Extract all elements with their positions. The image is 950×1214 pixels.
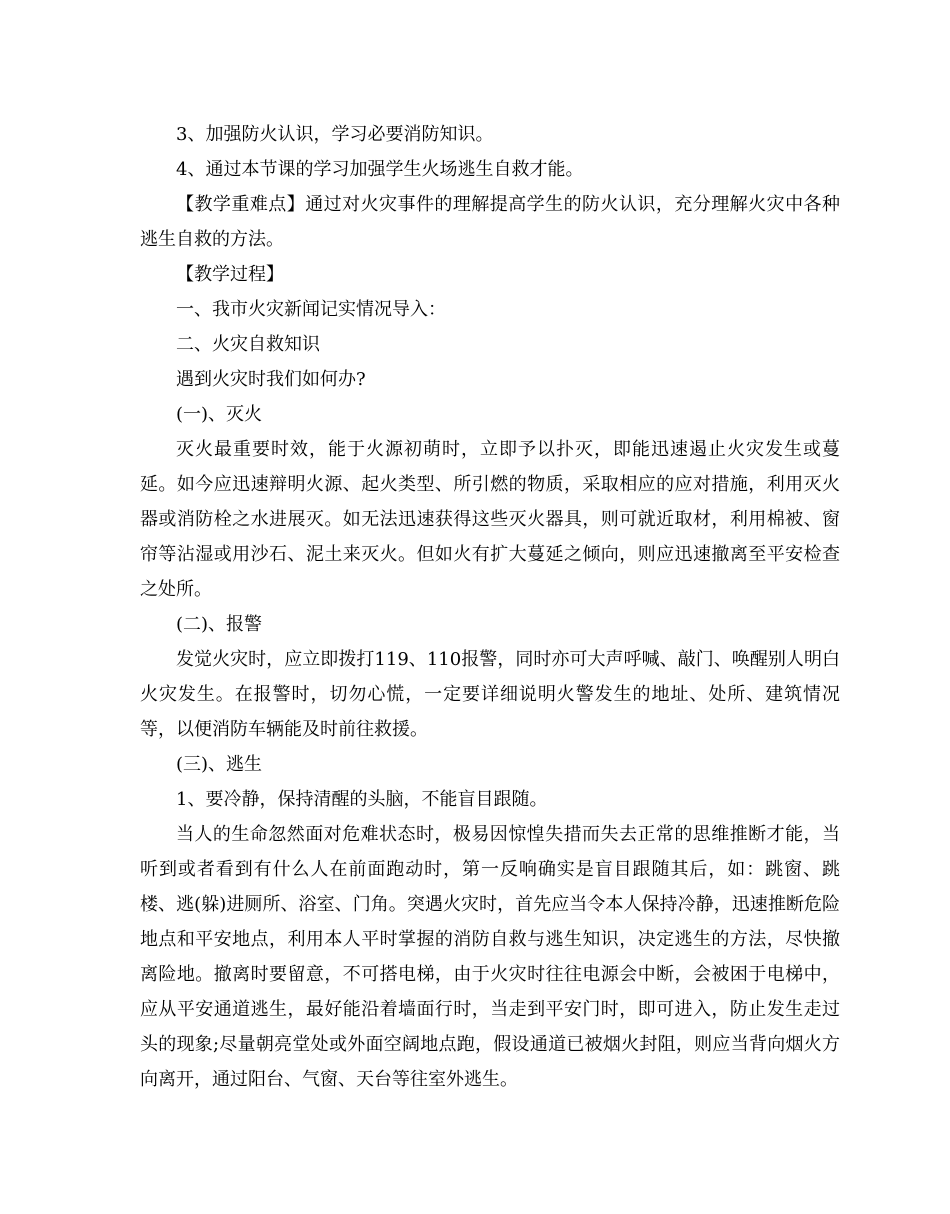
document-body — [140, 117, 840, 1097]
heading-alarm: (二)、报警 — [176, 614, 263, 635]
paragraph-escape: 当人的生命忽然面对危难状态时，极易因惊惶失措而失去正常的思维推断才能，当听到或者看到有什么人在前面跑动时，第一反响确实是盲目跟随其后，如：跳窗、跳楼、逃(躲)进厕所、浴室、门角。突遇火灾时，首先应当令本人保持冷静，迅速推断危险地点和平安地点，利用本人平时掌握的消防自救与逃生知识，决定逃生的方法，尽快撤离险地。撤离时要留意，不可搭电梯，由于火灾时往往电源会中断，会被困于电梯中，应从平安通道逃生，最好能沿着墙面行时，当走到平安门时，即可进入，防止发生走过头的现象;尽量朝亮堂处或外面空阔地点跑，假设通道已被烟火封阻，则应当背向烟火方向离开，通过阳台、气窗、天台等往室外逃生。 — [140, 824, 840, 1090]
paragraph-goal-4: 4、通过本节课的学习加强学生火场逃生自救才能。 — [176, 159, 584, 180]
paragraph-question: 遇到火灾时我们如何办? — [176, 369, 366, 390]
heading-extinguish: (一)、灭火 — [176, 404, 263, 425]
paragraph-extinguish: 灭火最重要时效，能于火源初萌时，立即予以扑灭，即能迅速遏止火灾发生或蔓延。如今应迅速辩明火源、起火类型、所引燃的物质，采取相应的应对措施，利用灭火器或消防栓之水进展灭。如无法迅速获得这些灭火器具，则可就近取材，利用棉被、窗帘等沾湿或用沙石、泥土来灭火。但如火有扩大蔓延之倾向，则应迅速撤离至平安检查之处所。 — [140, 439, 840, 600]
heading-escape: (三)、逃生 — [176, 754, 263, 775]
paragraph-goal-3: 3、加强防火认识，学习必要消防知识。 — [176, 124, 494, 145]
heading-section-2: 二、火灾自救知识 — [176, 334, 320, 355]
paragraph-alarm: 发觉火灾时，应立即拨打119、110报警，同时亦可大声呼喊、敲门、唤醒别人明白火灾发生。在报警时，切勿心慌，一定要详细说明火警发生的地址、处所、建筑情况等，以便消防车辆能及时前往救援。 — [140, 649, 840, 740]
paragraph-key-points: 【教学重难点】通过对火灾事件的理解提高学生的防火认识，充分理解火灾中各种逃生自救的方法。 — [140, 194, 840, 250]
heading-section-1: 一、我市火灾新闻记实情况导入： — [176, 299, 446, 320]
heading-escape-1: 1、要冷静，保持清醒的头脑，不能盲目跟随。 — [176, 789, 548, 810]
heading-teaching-process: 【教学过程】 — [176, 264, 284, 285]
